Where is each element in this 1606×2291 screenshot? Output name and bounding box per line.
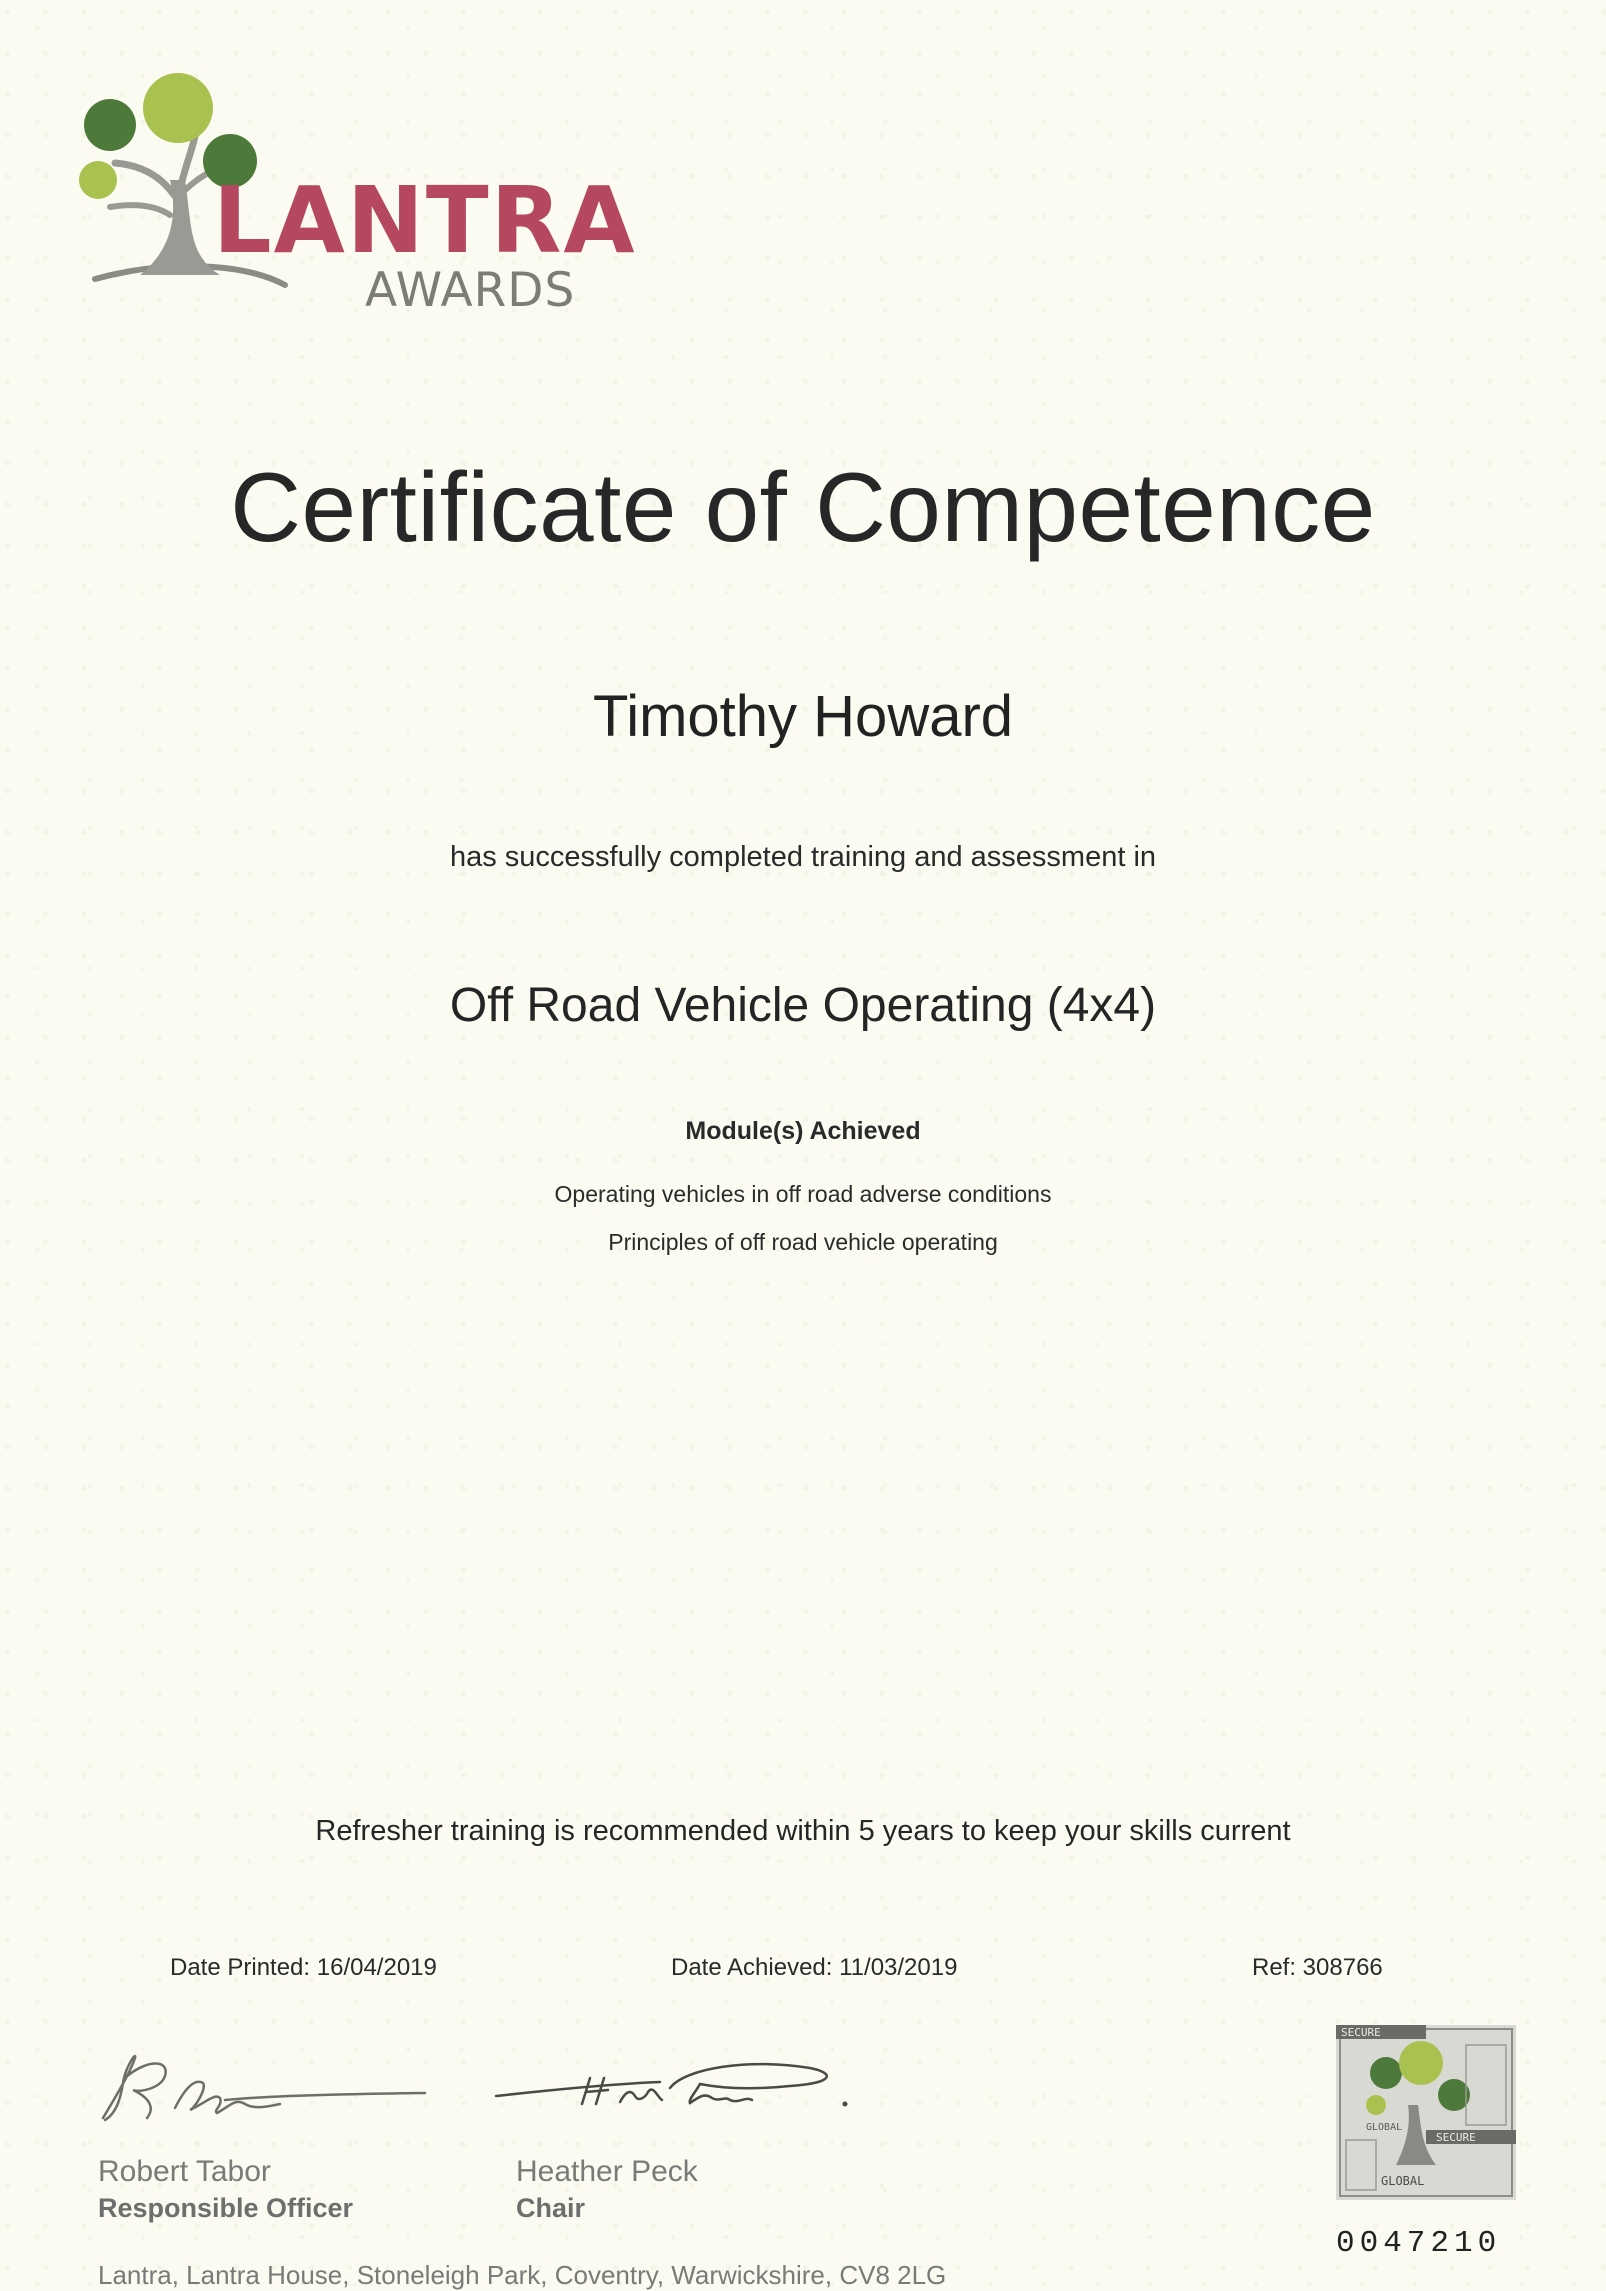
footer-address: Lantra, Lantra House, Stoneleigh Park, Coventry, Warwickshire, CV8 2LG xyxy=(98,2260,947,2290)
logo-subtitle: AWARDS xyxy=(365,263,576,318)
certificate-title: Certificate of Competence xyxy=(230,452,1376,562)
seal-text-secure: SECURE xyxy=(1341,2026,1381,2039)
recipient-name: Timothy Howard xyxy=(592,684,1014,749)
signatory-name: Heather Peck xyxy=(516,2155,698,2188)
signatory-name: Robert Tabor xyxy=(98,2155,271,2188)
signature-heather-peck xyxy=(490,2038,870,2148)
security-hologram-seal xyxy=(1336,2025,1516,2200)
refresher-note: Refresher training is recommended within 5 years to keep your skills current xyxy=(315,1815,1291,1847)
signatory-role: Responsible Officer xyxy=(98,2193,354,2223)
modules-heading: Module(s) Achieved xyxy=(685,1117,921,1145)
date-printed: Date Printed: 16/04/2019 xyxy=(170,1954,437,1981)
serial-number: 0047210 xyxy=(1336,2226,1502,2261)
seal-text-global: GLOBAL xyxy=(1366,2122,1403,2133)
signature-robert-tabor xyxy=(95,2038,435,2148)
course-name: Off Road Vehicle Operating (4x4) xyxy=(449,979,1157,1032)
logo-wordmark: LANTRA xyxy=(213,167,637,274)
completion-phrase: has successfully completed training and assessment in xyxy=(449,841,1157,873)
date-achieved: Date Achieved: 11/03/2019 xyxy=(671,1954,958,1981)
module-item: Operating vehicles in off road adverse conditions xyxy=(554,1181,1052,1207)
lantra-awards-logo xyxy=(70,65,637,325)
signatory-role: Chair xyxy=(516,2193,586,2223)
module-item: Principles of off road vehicle operating xyxy=(608,1229,998,1255)
seal-text-global: GLOBAL xyxy=(1381,2174,1425,2188)
reference-number: Ref: 308766 xyxy=(1252,1954,1383,1981)
seal-text-secure: SECURE xyxy=(1436,2131,1476,2144)
